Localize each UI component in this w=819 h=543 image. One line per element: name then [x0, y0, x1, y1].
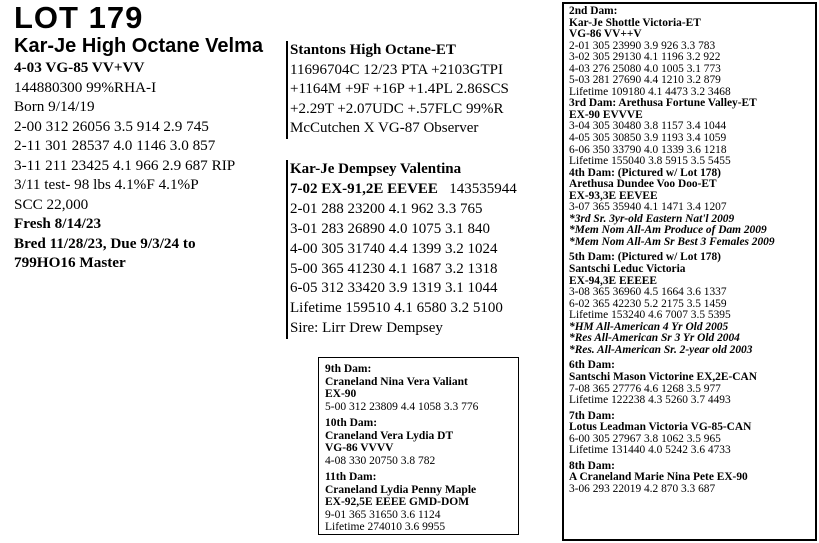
dam-lifetime: Lifetime 122238 4.3 5260 3.7 4493 — [569, 394, 731, 407]
animal-record: 3-11 211 23425 4.1 966 2.9 687 RIP — [14, 156, 236, 174]
dam-name: A Craneland Marie Nina Pete EX-90 — [569, 471, 748, 484]
dam-record: 4-03 276 25080 4.0 1005 3.1 773 — [569, 62, 721, 75]
dam-class: EX-90 — [325, 388, 357, 400]
dam-heading: 4th Dam: (Pictured w/ Lot 178) — [569, 166, 721, 179]
dam-record: 4-00 305 31740 4.4 1399 3.2 1024 — [290, 240, 498, 257]
dam-record: 6-00 305 27967 3.8 1062 3.5 965 — [569, 432, 721, 445]
dam-name: Craneland Lydia Penny Maple — [325, 483, 477, 496]
sire-line: +2.29T +2.07UDC +.57FLC 99%R — [290, 100, 504, 117]
dam-name: Kar-Je Shottle Victoria-ET — [569, 16, 701, 29]
animal-name: Kar-Je High Octane Velma — [14, 35, 263, 57]
sire-line: McCutchen X VG-87 Observer — [290, 120, 479, 137]
dam-heading: 10th Dam: — [325, 417, 378, 429]
dam-record: 3-04 305 30480 3.8 1157 3.4 1044 — [569, 120, 727, 133]
animal-registration: 144880300 99%RHA-I — [14, 78, 157, 96]
dam-sire: Sire: Lirr Drew Dempsey — [290, 320, 443, 337]
animal-record: 2-00 312 26056 3.5 914 2.9 745 — [14, 117, 209, 135]
dam-award: *Mem Nom All-Am Produce of Dam 2009 — [569, 224, 767, 237]
dam-heading: 9th Dam: — [325, 363, 372, 375]
dam-name: Santschi Mason Victorine EX,2E-CAN — [569, 370, 757, 383]
dam-class: EX-94,3E EEEEE — [569, 274, 657, 287]
dam-name: Lotus Leadman Victoria VG-85-CAN — [569, 421, 752, 434]
dam-award: *Res All-American Sr 3 Yr Old 2004 — [569, 332, 740, 345]
dam-heading: 3rd Dam: Arethusa Fortune Valley-ET — [569, 97, 757, 110]
dam-lifetime: Lifetime 153240 4.6 7007 3.5 5395 — [569, 309, 731, 322]
dam-record: 3-08 365 36960 4.5 1664 3.6 1337 — [569, 286, 727, 299]
dam-award: *HM All-American 4 Yr Old 2005 — [569, 320, 729, 333]
dam-class: VG-86 VVVV — [325, 442, 394, 454]
dam-record: 6-02 365 42230 5.2 2175 3.5 1459 — [569, 297, 727, 310]
sire-line: +1164M +9F +16P +1.4PL 2.86SCS — [290, 81, 509, 98]
dam-lifetime: Lifetime 109180 4.1 4473 3.2 3468 — [569, 85, 731, 98]
dam-award: *Res. All-American Sr. 2-year old 2003 — [569, 343, 753, 356]
dam-record: 3-02 305 29130 4.1 1196 3.2 922 — [569, 51, 721, 64]
dam-record: 2-01 288 23200 4.1 962 3.3 765 — [290, 200, 483, 217]
animal-test: 3/11 test- 98 lbs 4.1%F 4.1%P — [14, 176, 199, 193]
dam-name: Kar-Je Dempsey Valentina — [290, 161, 462, 177]
lot-title: LOT 179 — [14, 0, 144, 35]
dam-record: 7-08 365 27776 4.6 1268 3.5 977 — [569, 382, 721, 395]
animal-scc: SCC 22,000 — [14, 195, 89, 213]
dam-lifetime: Lifetime 155040 3.8 5915 3.5 5455 — [569, 155, 731, 168]
dam-record: 5-03 281 27690 4.4 1210 3.2 879 — [569, 74, 721, 87]
animal-record: 2-11 301 28537 4.0 1146 3.0 857 — [14, 137, 216, 154]
dam-name: Craneland Vera Lydia DT — [325, 429, 454, 442]
animal-info — [14, 58, 235, 273]
pedigree-box-right — [562, 2, 817, 541]
dam-record: 4-05 305 30850 3.9 1193 3.4 1059 — [569, 132, 727, 145]
dam-class: VG-86 VV++V — [569, 28, 642, 41]
dam-heading: 2nd Dam: — [569, 5, 618, 17]
dam-record: 4-08 330 20750 3.8 782 — [325, 454, 436, 467]
dam-heading: 7th Dam: — [569, 409, 615, 422]
animal-born: Born 9/14/19 — [14, 98, 95, 115]
dam-record: 5-00 365 41230 4.1 1687 3.2 1318 — [290, 260, 498, 277]
dam-class: EX-93,3E EEVEE — [569, 189, 658, 202]
dam-record: 3-07 365 35940 4.1 1471 3.4 1207 — [569, 201, 727, 214]
sire-line: 11696704C 12/23 PTA +2103GTPI — [290, 61, 503, 78]
dam-record: 9-01 365 31650 3.6 1124 — [325, 508, 441, 521]
dam-class-line — [290, 180, 517, 200]
dam-lifetime: Lifetime 159510 4.1 6580 3.2 5100 — [290, 300, 503, 317]
dam-record: 5-00 312 23809 4.4 1058 3.3 776 — [325, 400, 479, 413]
dam-record: 3-06 293 22019 4.2 870 3.3 687 — [569, 482, 716, 495]
animal-class: 4-03 VG-85 VV+VV — [14, 59, 145, 76]
dam-award: *Mem Nom All-Am Sr Best 3 Females 2009 — [569, 235, 775, 248]
dam-class: 7-02 EX-91,2E EEVEE — [290, 180, 438, 197]
animal-bred: Bred 11/28/23, Due 9/3/24 to — [14, 234, 196, 252]
dam-record: 2-01 305 23990 3.9 926 3.3 783 — [569, 39, 716, 52]
pedigree-box-lower — [318, 357, 519, 535]
dam-heading: 8th Dam: — [569, 459, 615, 472]
dam-heading: 6th Dam: — [569, 359, 615, 372]
dam-record: 6-06 350 33790 4.0 1339 3.6 1218 — [569, 143, 727, 156]
dam-class: EX-90 EVVVE — [569, 108, 643, 121]
dam-name: Craneland Nina Vera Valiant — [325, 375, 468, 388]
dam-lifetime: Lifetime 274010 3.6 9955 — [325, 521, 446, 533]
dam-registration: 143535944 — [449, 180, 517, 197]
animal-bred-service-sire: 799HO16 Master — [14, 254, 126, 271]
dam-heading: 11th Dam: — [325, 471, 377, 483]
dam-heading: 5th Dam: (Pictured w/ Lot 178) — [569, 251, 721, 264]
dam-award: *3rd Sr. 3yr-old Eastern Nat'l 2009 — [569, 212, 735, 225]
sire-name: Stantons High Octane-ET — [290, 42, 456, 58]
dam-block — [286, 160, 517, 339]
dam-record: 6-05 312 33420 3.9 1319 3.1 1044 — [290, 280, 498, 297]
dam-record: 3-01 283 26890 4.0 1075 3.1 840 — [290, 220, 490, 237]
dam-lifetime: Lifetime 131440 4.0 5242 3.6 4733 — [569, 444, 731, 457]
animal-fresh: Fresh 8/14/23 — [14, 215, 102, 232]
sire-block — [286, 41, 509, 139]
dam-name: Santschi Leduc Victoria — [569, 263, 686, 276]
dam-class: EX-92,5E EEEE GMD-DOM — [325, 496, 470, 508]
dam-name: Arethusa Dundee Voo Doo-ET — [569, 178, 717, 191]
